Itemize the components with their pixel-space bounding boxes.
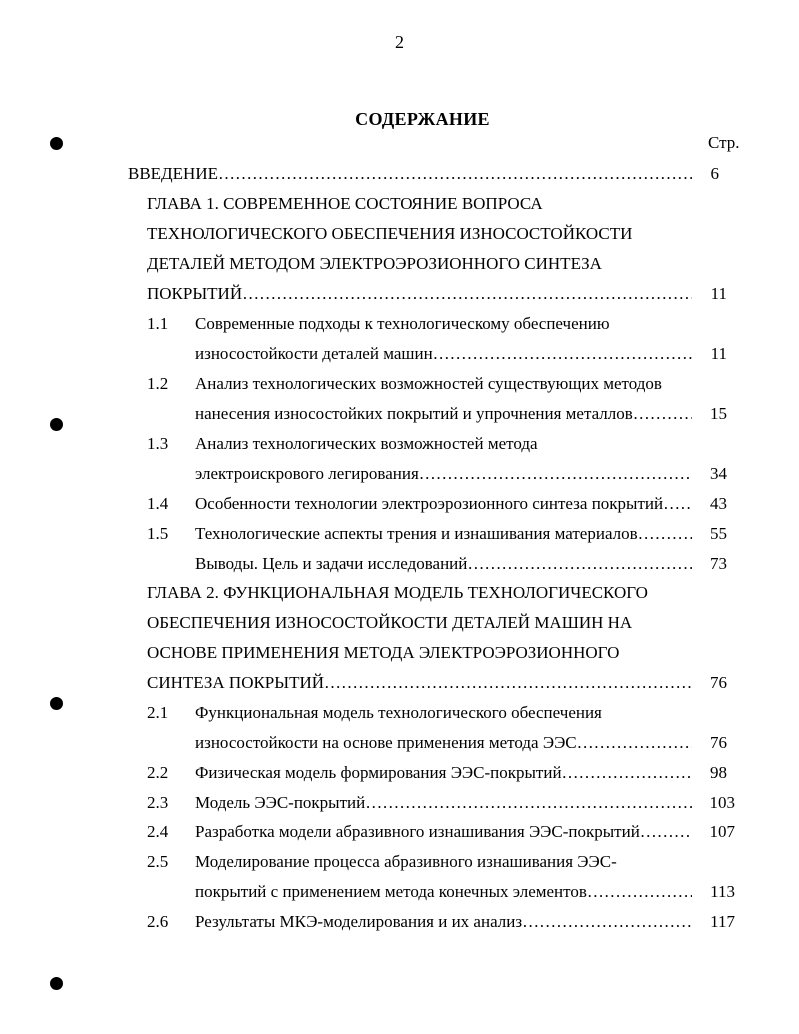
- toc-entry-page: 73: [710, 554, 727, 573]
- section-1-5-line[interactable]: [195, 519, 692, 549]
- margin-bullet-2: [50, 418, 63, 431]
- page-column-header: Стр.: [708, 133, 740, 152]
- toc-entry-page: 117: [710, 912, 735, 931]
- toc-entry-page: 76: [710, 733, 727, 752]
- section-2-1-line[interactable]: Функциональная модель технологического обеспечения: [195, 703, 602, 722]
- toc-entry-page: 113: [710, 882, 735, 901]
- toc-entry-text: СИНТЕЗА ПОКРЫТИЙ: [147, 673, 325, 692]
- section-number: 2.1: [147, 703, 169, 722]
- toc-entry-intro[interactable]: [128, 159, 692, 189]
- toc-entry-text: Особенности технологии электроэрозионного синтеза покрытий: [195, 494, 664, 513]
- toc-entry-page: 6: [710, 164, 719, 183]
- section-number: 2.6: [147, 912, 169, 931]
- section-number: 1.1: [147, 314, 169, 333]
- section-2-3-line[interactable]: [195, 788, 692, 818]
- chapter-1-heading-line[interactable]: ТЕХНОЛОГИЧЕСКОГО ОБЕСПЕЧЕНИЯ ИЗНОСОСТОЙКОСТИ: [147, 224, 633, 243]
- toc-entry-text: Разработка модели абразивного изнашивания ЭЭС-покрытий: [195, 822, 640, 841]
- toc-title: СОДЕРЖАНИЕ: [355, 109, 490, 129]
- section-1-2-line[interactable]: Анализ технологических возможностей существующих методов: [195, 374, 662, 393]
- section-1-3-last-line[interactable]: [195, 459, 692, 489]
- toc-entry-page: 98: [710, 763, 727, 782]
- section-number: 2.3: [147, 793, 169, 812]
- section-number: 2.4: [147, 822, 169, 841]
- toc-entry-page: 76: [710, 673, 727, 692]
- section-1-1-line[interactable]: Современные подходы к технологическому обеспечению: [195, 314, 610, 333]
- margin-bullet-4: [50, 977, 63, 990]
- toc-entry-text: ПОКРЫТИЙ: [147, 284, 243, 303]
- chapter-1-heading-last-line[interactable]: [147, 279, 692, 309]
- section-number: 2.5: [147, 852, 169, 871]
- section-number: 1.2: [147, 374, 169, 393]
- section-number: 1.5: [147, 524, 169, 543]
- chapter-1-heading-line[interactable]: ДЕТАЛЕЙ МЕТОДОМ ЭЛЕКТРОЭРОЗИОННОГО СИНТЕЗА: [147, 254, 602, 273]
- chapter-2-heading-line[interactable]: ГЛАВА 2. ФУНКЦИОНАЛЬНАЯ МОДЕЛЬ ТЕХНОЛОГИЧЕСКОГО: [147, 583, 648, 602]
- toc-entry-text: Физическая модель формирования ЭЭС-покрытий: [195, 763, 562, 782]
- toc-entry-text: Технологические аспекты трения и изнашивания материалов: [195, 524, 638, 543]
- section-2-2-line[interactable]: [195, 758, 692, 788]
- toc-entry-page: 34: [710, 464, 727, 483]
- conclusions-entry[interactable]: [195, 549, 692, 579]
- section-1-3-line[interactable]: Анализ технологических возможностей метода: [195, 434, 538, 453]
- toc-entry-page: 107: [709, 822, 735, 841]
- section-1-1-last-line[interactable]: [195, 339, 692, 369]
- toc-entry-text: покрытий с применением метода конечных элементов: [195, 882, 587, 901]
- margin-bullet-3: [50, 697, 63, 710]
- toc-entry-page: 15: [710, 404, 727, 423]
- toc-entry-text: Выводы. Цель и задачи исследований: [195, 554, 468, 573]
- toc-entry-page: 103: [709, 793, 735, 812]
- chapter-1-heading-line[interactable]: ГЛАВА 1. СОВРЕМЕННОЕ СОСТОЯНИЕ ВОПРОСА: [147, 194, 543, 213]
- toc-entry-text: нанесения износостойких покрытий и упрочнения металлов: [195, 404, 633, 423]
- chapter-2-heading-last-line[interactable]: [147, 668, 692, 698]
- toc-entry-page: 11: [710, 284, 727, 303]
- chapter-2-heading-line[interactable]: ОБЕСПЕЧЕНИЯ ИЗНОСОСТОЙКОСТИ ДЕТАЛЕЙ МАШИН НА: [147, 613, 633, 632]
- section-number: 1.3: [147, 434, 169, 453]
- section-2-1-last-line[interactable]: [195, 728, 692, 758]
- toc-entry-text: Модель ЭЭС-покрытий: [195, 793, 366, 812]
- section-number: 2.2: [147, 763, 169, 782]
- page-number: 2: [395, 32, 404, 52]
- section-2-5-last-line[interactable]: [195, 877, 692, 907]
- chapter-2-heading-line[interactable]: ОСНОВЕ ПРИМЕНЕНИЯ МЕТОДА ЭЛЕКТРОЭРОЗИОННОГО: [147, 643, 620, 662]
- section-1-4-line[interactable]: [195, 489, 692, 519]
- toc-entry-text: Результаты МКЭ-моделирования и их анализ: [195, 912, 523, 931]
- section-number: 1.4: [147, 494, 169, 513]
- toc-entry-text: износостойкости деталей машин: [195, 344, 433, 363]
- toc-entry-page: 43: [710, 494, 727, 513]
- toc-entry-text: износостойкости на основе применения метода ЭЭС: [195, 733, 577, 752]
- toc-entry-text: ВВЕДЕНИЕ: [128, 164, 218, 183]
- toc-entry-page: 55: [710, 524, 727, 543]
- section-2-4-line[interactable]: [195, 817, 692, 847]
- section-2-5-line[interactable]: Моделирование процесса абразивного изнашивания ЭЭС-: [195, 852, 617, 871]
- section-1-2-last-line[interactable]: [195, 399, 692, 429]
- toc-entry-page: 11: [710, 344, 727, 363]
- section-2-6-line[interactable]: [195, 907, 692, 937]
- toc-entry-text: электроискрового легирования: [195, 464, 419, 483]
- margin-bullet-1: [50, 137, 63, 150]
